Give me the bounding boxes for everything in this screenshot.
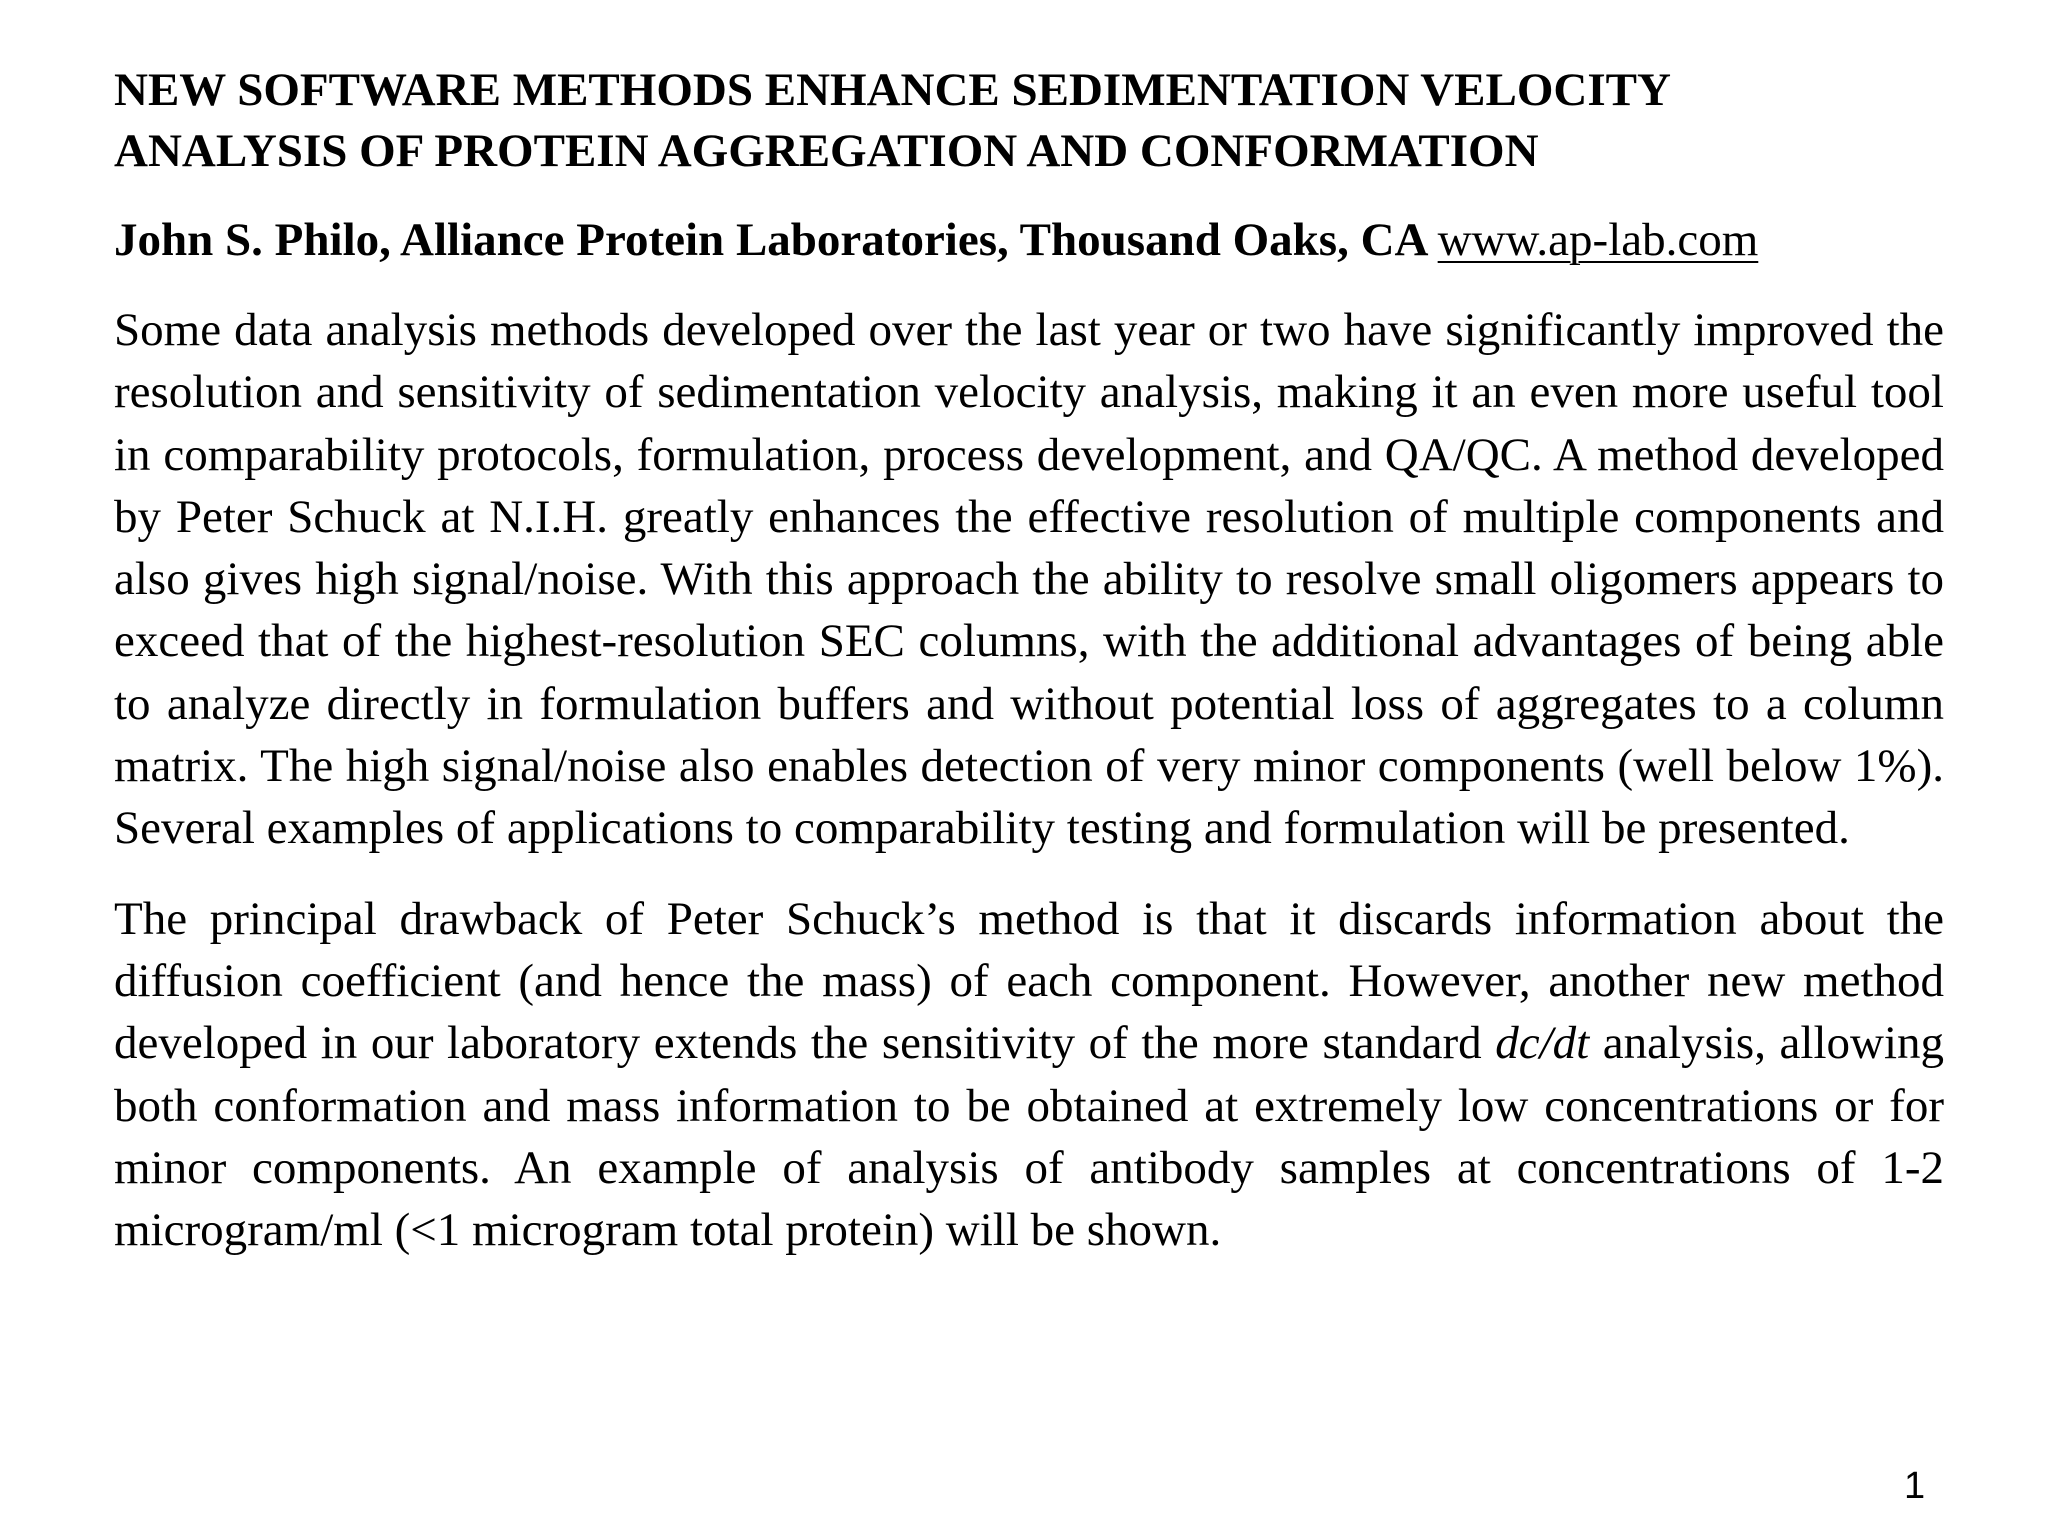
author-website-link[interactable]: www.ap-lab.com <box>1437 214 1759 266</box>
paragraph-2-text-start: The principal drawback of Peter Schuck’s method is that it discards information about the diffusion coefficient (and hence the mass) of each component. However, another new method developed in our laboratory extends the sensitivity of the more standard <box>114 892 1944 1070</box>
author-line <box>114 210 1944 271</box>
paragraph-2-text-end: analysis, allowing both conformation and mass information to be obtained at extremely low concentrations or for minor components. An example of analysis of antibody samples at concentrations of 1-2 microgram/ml (<1 microgram total protein) will be shown. <box>114 1017 1945 1257</box>
page-number: 1 <box>1904 1465 1926 1507</box>
abstract-paragraph-2 <box>114 888 1944 1262</box>
title-line-1: NEW SOFTWARE METHODS ENHANCE SEDIMENTATION VELOCITY <box>114 64 1671 116</box>
document-page <box>114 60 1944 1261</box>
dcdt-term: dc/dt <box>1495 1017 1590 1070</box>
author-affiliation: John S. Philo, Alliance Protein Laboratories, Thousand Oaks, CA <box>114 214 1426 266</box>
abstract-paragraph-1: Some data analysis methods developed over the last year or two have significantly improved the resolution and sensitivity of sedimentation velocity analysis, making it an even more useful tool in comparability protocols, formulation, process development, and QA/QC. A method developed by Peter Schuck at N.I.H. greatly enhances the effective resolution of multiple components and also gives high signal/noise. With this approach the ability to resolve small oligomers appears to exceed that of the highest-resolution SEC columns, with the additional advantages of being able to analyze directly in formulation buffers and without potential loss of aggregates to a column matrix. The high signal/noise also enables detection of very minor components (well below 1%). Several examples of applications to comparability testing and formulation will be presented. <box>114 304 1944 855</box>
title-line-2: ANALYSIS OF PROTEIN AGGREGATION AND CONFORMATION <box>114 125 1539 177</box>
document-title <box>114 60 1944 182</box>
